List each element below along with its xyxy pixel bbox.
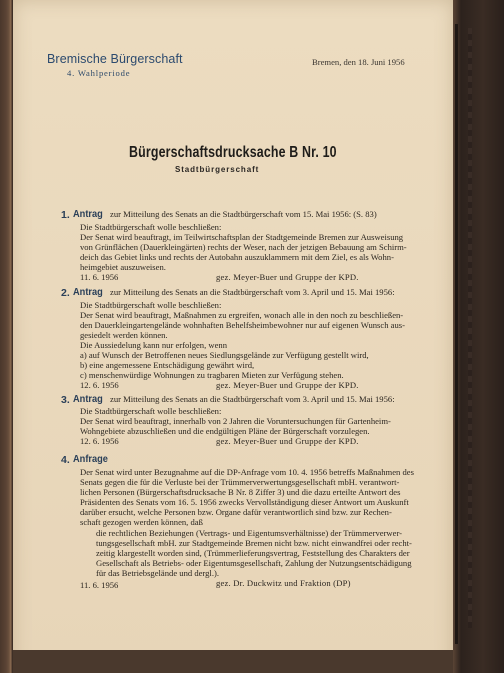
item-line: Wohngebiete abzuschließen und die endgültigen Pläne der Bürgerschaft vorzulegen. [80, 426, 370, 436]
item-line: Die Stadtbürgerschaft wolle beschließen: [80, 300, 222, 310]
desk-background [13, 650, 461, 673]
item-intro [73, 394, 395, 404]
item-signature: gez. Dr. Duckwitz und Fraktion (DP) [216, 578, 351, 588]
item-intro [73, 454, 114, 464]
item-line: Die Stadtbürgerschaft wolle beschließen: [80, 222, 222, 232]
item-line: lichen Personen (Bürgerschaftsdrucksache B Nr. 8 Ziffer 3) und die dazu erteilte Antwort des [80, 487, 401, 497]
item-kind: Anfrage [73, 453, 108, 465]
item-line: darüber ersucht, welche Personen bzw. Organe dafür verantwortlich sind bzw. zur Rechen- [80, 507, 392, 517]
item-line: den Dauerkleingartengelände wohnhaften Behelfsheimbewohner nur auf eigenen Wunsch aus- [80, 320, 405, 330]
item-line: Der Senat wird beauftragt, Maßnahmen zu ergreifen, wonach alle in den noch zu beschließen- [80, 310, 404, 320]
item-date: 12. 6. 1956 [80, 436, 119, 446]
document-subtitle: Stadtbürgerschaft [175, 165, 260, 174]
item-date: 12. 6. 1956 [80, 380, 119, 390]
item-line: Der Senat wird unter Bezugnahme auf die DP-Anfrage vom 10. 4. 1956 betreffs Maßnahmen des [80, 467, 414, 477]
document-date: Bremen, den 18. Juni 1956 [312, 57, 405, 67]
item-line: heimgebiet auszuweisen. [80, 262, 166, 272]
binder-edge-line [455, 24, 458, 644]
item-line: die rechtlichen Beziehungen (Vertrags- und Eigentumsverhältnisse) der Trümmerverwer- [96, 528, 403, 538]
item-number: 4. [61, 454, 70, 466]
item-date: 11. 6. 1956 [80, 580, 119, 590]
item-signature: gez. Meyer-Buer und Gruppe der KPD. [216, 272, 359, 282]
document-page [13, 0, 453, 673]
item-line: Gesellschaft als Betriebs- oder Eigentumsgesellschaft, Zahlung der Nutzungsentschädigung [96, 558, 412, 568]
item-line: Die Aussiedelung kann nur erfolgen, wenn [80, 340, 228, 350]
item-line: zur Mitteilung des Senats an die Stadtbürgerschaft vom 15. Mai 1956: (S. 83) [110, 209, 377, 219]
item-number: 2. [61, 287, 70, 299]
item-line: Der Senat wird beauftragt, im Teilwirtschaftsplan der Stadtgemeinde Bremen zur Ausweisung [80, 232, 404, 242]
binder-edge [453, 0, 504, 673]
election-period: 4. Wahlperiode [67, 68, 131, 78]
item-line: gesiedelt werden können. [80, 330, 168, 340]
item-line: zeitig klargestellt worden sind, (Trümmerlieferungsvertrag, Feststellung des Charakters der [96, 548, 410, 558]
document-title: Bürgerschaftsdrucksache B Nr. 10 [129, 144, 337, 161]
item-line: a) auf Wunsch der Betroffenen neues Siedlungsgelände zur Verfügung gestellt wird, [80, 350, 369, 360]
item-line: b) eine angemessene Entschädigung gewährt wird, [80, 360, 255, 370]
item-line: deich das Gebiet links und rechts der Autobahn auszuklammern mit dem Ziel, es als Wohn- [80, 252, 394, 262]
item-kind: Antrag [73, 208, 103, 220]
item-line: zur Mitteilung des Senats an die Stadtbürgerschaft vom 3. April und 15. Mai 1956: [110, 287, 395, 297]
item-line: Senats gegen die für die Verluste bei der Trümmerverwertungsgesellschaft mbH. verantwort- [80, 477, 400, 487]
binder-stripe [468, 28, 472, 628]
organization-name: Bremische Bürgerschaft [47, 52, 183, 66]
item-number: 3. [61, 394, 70, 406]
item-intro [73, 287, 395, 297]
item-line: zur Mitteilung des Senats an die Stadtbürgerschaft vom 3. April und 15. Mai 1956: [110, 394, 395, 404]
item-line: c) menschenwürdige Wohnungen zu tragbaren Mieten zur Verfügung stehen. [80, 370, 344, 380]
item-line: Der Senat wird beauftragt, innerhalb von 2 Jahren die Voruntersuchungen für Gartenheim- [80, 416, 391, 426]
item-intro [73, 209, 377, 219]
item-kind: Antrag [73, 286, 103, 298]
item-kind: Antrag [73, 393, 103, 405]
item-line: für das Betriebsgelände und dergl.). [96, 568, 219, 578]
item-date: 11. 6. 1956 [80, 272, 119, 282]
item-signature: gez. Meyer-Buer und Gruppe der KPD. [216, 380, 359, 390]
item-line: von Grünflächen (Dauerkleingärten) rechts der Weser, nach der jetzigen Bebauung am Schirm- [80, 242, 407, 252]
item-line: schaft gezogen werden können, daß [80, 517, 203, 527]
item-line: tungsgesellschaft mbH. zur Stadtgemeinde Bremen nicht bzw. nicht einwandfrei oder recht- [96, 538, 412, 548]
item-signature: gez. Meyer-Buer und Gruppe der KPD. [216, 436, 359, 446]
item-line: Die Stadtbürgerschaft wolle beschließen: [80, 406, 222, 416]
item-number: 1. [61, 209, 70, 221]
item-line: Präsidenten des Senats vom 16. 5. 1956 zwecks Vervollständigung dieser Antwort um Auskunft [80, 497, 409, 507]
